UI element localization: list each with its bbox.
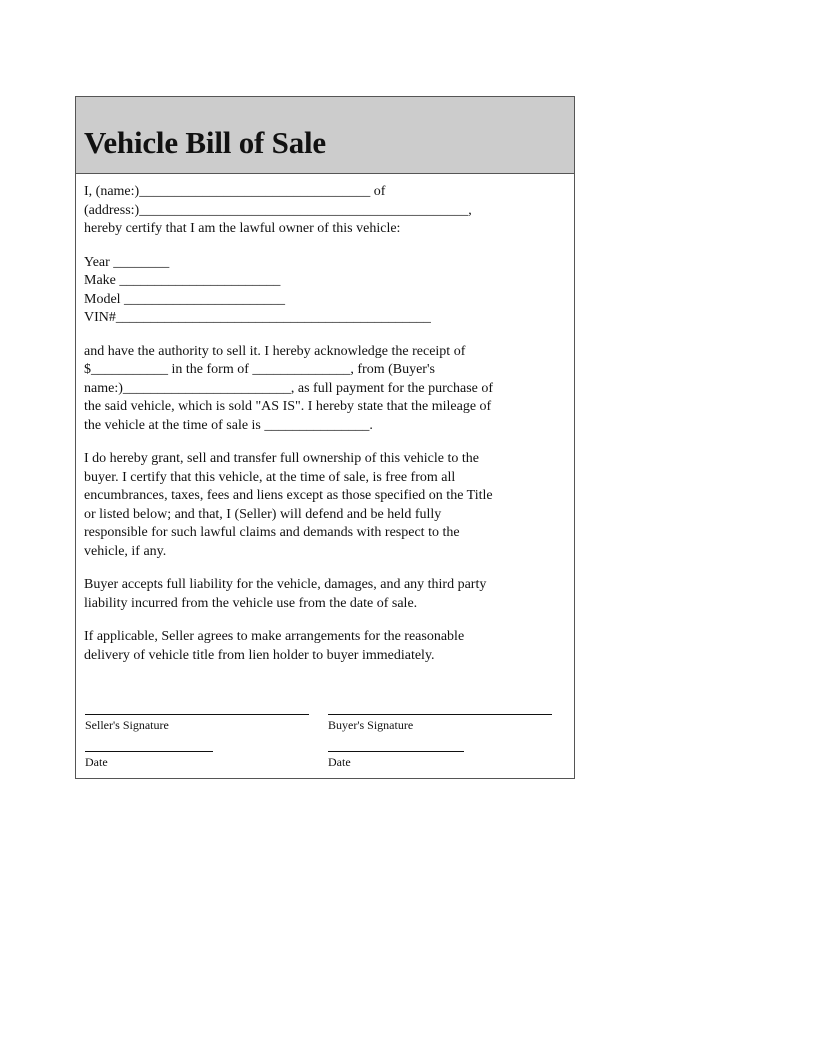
make-field[interactable]: Make _______________________ [84,273,281,288]
authority-line-4: the said vehicle, which is sold "AS IS". I hereby state that the mileage of [84,399,492,414]
liability-paragraph [84,576,539,613]
form-header [76,97,574,174]
delivery-paragraph [84,628,539,665]
grant-line-5: responsible for such lawful claims and demands with respect to the [84,525,460,540]
ownership-statement: hereby certify that I am the lawful owner of this vehicle: [84,221,401,236]
seller-name-line[interactable]: I, (name:)_________________________________ of [84,184,386,199]
grant-line-2: buyer. I certify that this vehicle, at the time of sale, is free from all [84,469,456,485]
payment-amount-line[interactable]: $___________ in the form of ______________, from (Buyer's [84,362,435,377]
seller-date-line[interactable] [85,734,213,752]
delivery-line-1: If applicable, Seller agrees to make arrangements for the reasonable [84,629,465,644]
buyer-name-line[interactable]: name:)________________________, as full payment for the purchase of [84,380,494,396]
seller-address-line[interactable]: (address:)_______________________________________________, [84,202,472,218]
liability-line-2: liability incurred from the vehicle use from the date of sale. [84,595,418,611]
grant-line-4: or listed below; and that, I (Seller) will defend and be held fully [84,506,442,522]
form-body [84,183,539,665]
intro-paragraph [84,183,539,239]
seller-signature-block [85,697,309,769]
buyer-signature-label: Buyer's Signature [328,718,414,732]
model-field[interactable]: Model _______________________ [84,291,286,307]
mileage-line[interactable]: the vehicle at the time of sale is _______________. [84,417,373,433]
liability-line-1: Buyer accepts full liability for the vehicle, damages, and any third party [84,577,487,592]
vehicle-details [84,254,539,328]
buyer-date-label: Date [328,755,351,769]
signature-section [84,697,554,777]
year-field[interactable]: Year ________ [84,254,170,270]
authority-paragraph [84,343,539,436]
bill-of-sale-form [75,96,575,779]
grant-line-3: encumbrances, taxes, fees and liens except as those specified on the Title [84,488,493,503]
vin-field[interactable]: VIN#_____________________________________________ [84,310,431,325]
grant-line-6: vehicle, if any. [84,543,167,559]
buyer-date-line[interactable] [328,734,464,752]
buyer-signature-block [328,697,552,769]
seller-signature-label: Seller's Signature [85,718,169,732]
seller-signature-line[interactable] [85,697,309,715]
seller-date-label: Date [85,755,108,769]
authority-line-1: and have the authority to sell it. I hereby acknowledge the receipt of [84,343,466,359]
grant-line-1: I do hereby grant, sell and transfer full ownership of this vehicle to the [84,451,479,466]
page-title: Vehicle Bill of Sale [84,125,326,160]
buyer-signature-line[interactable] [328,697,552,715]
grant-paragraph [84,450,539,561]
delivery-line-2: delivery of vehicle title from lien holder to buyer immediately. [84,647,435,663]
